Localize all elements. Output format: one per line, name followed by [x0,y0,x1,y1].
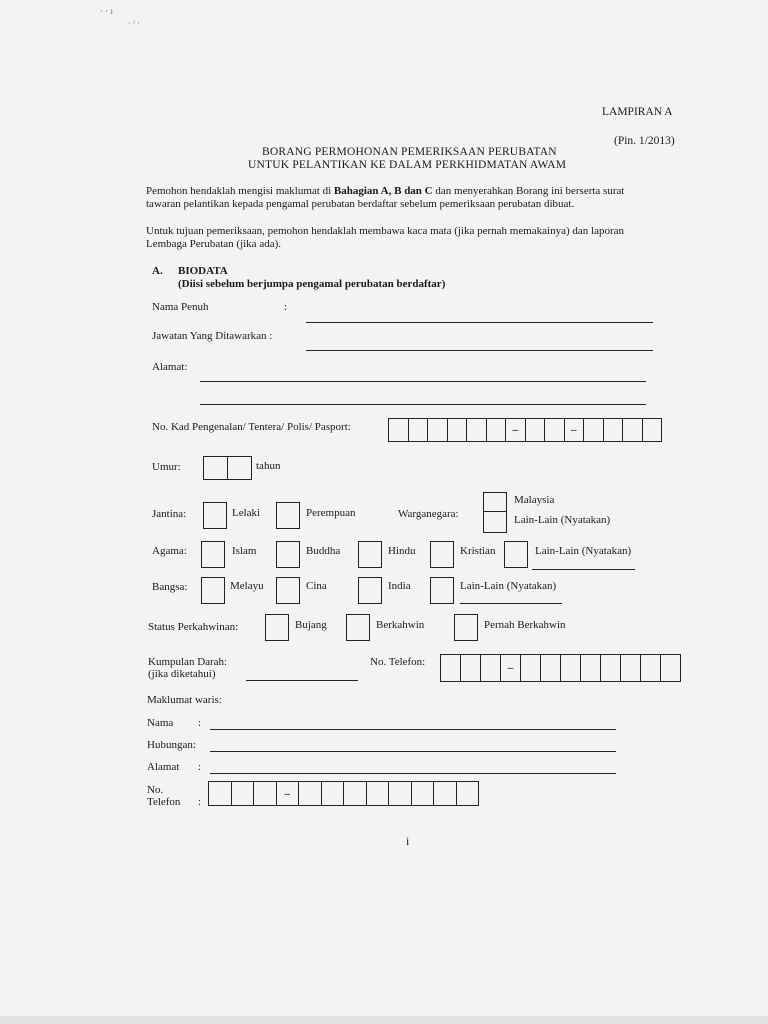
kad-pengenalan-boxes[interactable] [388,418,662,442]
scan-speck-marks-2: · ˡ · [128,18,140,28]
telefon-digit-box[interactable] [521,654,541,682]
india-checkbox[interactable] [358,577,382,604]
malaysia-checkbox[interactable] [483,492,507,512]
telefon-digit-box[interactable] [541,654,561,682]
jawatan-label: Jawatan Yang Ditawarkan : [152,330,273,342]
ic-separator-dash: – [506,418,526,442]
tahun-label: tahun [256,460,281,472]
scan-bottom-edge [0,1016,768,1024]
telefon-digit-box[interactable] [621,654,641,682]
lain-lain-agama-checkbox[interactable] [504,541,528,568]
nama-penuh-colon: : [284,301,288,313]
berkahwin-checkbox[interactable] [346,614,370,641]
islam-checkbox[interactable] [201,541,225,568]
form-title-line2: UNTUK PELANTIKAN KE DALAM PERKHIDMATAN AWAM [248,159,567,171]
bujang-checkbox[interactable] [265,614,289,641]
waris-nama-input-line[interactable] [210,729,616,730]
umur-digit-box[interactable] [204,456,228,480]
jantina-label: Jantina: [152,508,187,520]
bujang-label: Bujang [295,619,327,631]
ic-separator-dash: – [565,418,585,442]
nama-penuh-label: Nama Penuh [152,301,209,313]
umur-digit-box[interactable] [228,456,252,480]
jawatan-input-line[interactable] [306,350,653,351]
ic-digit-box[interactable] [487,418,507,442]
ic-digit-box[interactable] [428,418,448,442]
waris-no-label: No. [147,784,164,796]
lain-lain-agama-input-line[interactable] [532,569,635,570]
malaysia-label: Malaysia [514,494,555,506]
pin-reference: (Pin. 1/2013) [614,135,675,147]
ic-digit-box[interactable] [526,418,546,442]
waris-telefon-digit-box[interactable] [254,781,277,806]
ic-digit-box[interactable] [643,418,663,442]
alamat-input-line-1[interactable] [200,381,646,382]
kristian-label: Kristian [460,545,496,557]
status-perkahwinan-label: Status Perkahwinan: [148,621,239,633]
section-a-subtitle: (Diisi sebelum berjumpa pengamal perubatan berdaftar) [178,278,446,290]
telefon-digit-box[interactable] [661,654,681,682]
waris-telefon-digit-box[interactable] [457,781,480,806]
buddha-checkbox[interactable] [276,541,300,568]
ic-digit-box[interactable] [448,418,468,442]
scan-speck-marks: · · ı [100,6,113,16]
waris-telefon-digit-box[interactable] [232,781,255,806]
kristian-checkbox[interactable] [430,541,454,568]
waris-alamat-colon: : [198,761,202,773]
perempuan-checkbox[interactable] [276,502,300,529]
lampiran-label: LAMPIRAN A [602,106,673,118]
waris-telefon-digit-box[interactable] [299,781,322,806]
waris-telefon-digit-box[interactable] [389,781,412,806]
no-telefon-boxes[interactable] [440,654,681,682]
telefon-digit-box[interactable] [481,654,501,682]
page-number: i [406,834,410,848]
lain-lain-bangsa-input-line[interactable] [460,603,562,604]
telefon-digit-box[interactable] [601,654,621,682]
waris-telefon-separator-dash: – [277,781,300,806]
waris-hubungan-label: Hubungan: [147,739,196,751]
cina-checkbox[interactable] [276,577,300,604]
pernah-berkahwin-checkbox[interactable] [454,614,478,641]
alamat-input-line-2[interactable] [200,404,646,405]
telefon-digit-box[interactable] [561,654,581,682]
section-a-title: BIODATA [178,265,228,277]
lain-lain-bangsa-checkbox[interactable] [430,577,454,604]
waris-telefon-digit-box[interactable] [209,781,232,806]
lain-lain-agama-label: Lain-Lain (Nyatakan) [535,545,632,557]
waris-telefon-boxes[interactable] [208,781,479,806]
intro-paragraph-1-line-1 [146,185,624,197]
intro-paragraph-1-line-2: tawaran pelantikan kepada pengamal perubatan berdaftar sebelum pemeriksaan perubatan dibuat. [146,198,575,210]
ic-digit-box[interactable] [623,418,643,442]
lelaki-checkbox[interactable] [203,502,227,529]
intro-text-bold: Bahagian A, B dan C [333,185,433,197]
jika-diketahui-label: (jika diketahui) [148,668,216,680]
lelaki-label: Lelaki [232,507,261,519]
waris-alamat-input-line[interactable] [210,773,616,774]
alamat-label: Alamat: [152,361,188,373]
ic-digit-box[interactable] [467,418,487,442]
telefon-digit-box[interactable] [441,654,461,682]
kumpulan-darah-input-line[interactable] [246,680,358,681]
umur-label: Umur: [152,461,181,473]
buddha-label: Buddha [306,545,341,557]
ic-digit-box[interactable] [409,418,429,442]
waris-telefon-colon: : [198,796,202,808]
telefon-digit-box[interactable] [641,654,661,682]
bangsa-label: Bangsa: [152,581,188,593]
form-title-line1: BORANG PERMOHONAN PEMERIKSAAN PERUBATAN [262,146,557,158]
ic-digit-box[interactable] [545,418,565,442]
intro-text-c: dan menyerahkan Borang ini berserta surat [432,185,625,197]
lain-lain-warganegara-label: Lain-Lain (Nyatakan) [514,514,611,526]
waris-telefon-digit-box[interactable] [322,781,345,806]
waris-telefon-digit-box[interactable] [434,781,457,806]
islam-label: Islam [232,545,257,557]
telefon-digit-box[interactable] [581,654,601,682]
no-telefon-label: No. Telefon: [370,656,426,668]
warganegara-label: Warganegara: [398,508,459,520]
waris-hubungan-input-line[interactable] [210,751,616,752]
lain-lain-bangsa-label: Lain-Lain (Nyatakan) [460,580,557,592]
waris-telefon-label: Telefon [147,796,181,808]
agama-label: Agama: [152,545,187,557]
telefon-digit-box[interactable] [461,654,481,682]
section-a-letter: A. [152,265,163,277]
waris-alamat-label: Alamat [147,761,180,773]
intro-paragraph-2-line-2: Lembaga Perubatan (jika ada). [146,238,281,250]
kad-pengenalan-label: No. Kad Pengenalan/ Tentera/ Polis/ Pasport: [152,421,351,433]
intro-paragraph-2-line-1: Untuk tujuan pemeriksaan, pemohon hendaklah membawa kaca mata (jika pernah memakainya) dan laporan [146,225,625,237]
cina-label: Cina [306,580,327,592]
waris-telefon-digit-box[interactable] [412,781,435,806]
lain-lain-warganegara-checkbox[interactable] [483,511,507,533]
berkahwin-label: Berkahwin [376,619,425,631]
ic-digit-box[interactable] [389,418,409,442]
india-label: India [388,580,411,592]
hindu-label: Hindu [388,545,416,557]
waris-telefon-digit-box[interactable] [344,781,367,806]
umur-boxes[interactable] [203,456,252,480]
pernah-berkahwin-label: Pernah Berkahwin [484,619,566,631]
waris-nama-label: Nama [147,717,174,729]
telefon-separator-dash: – [501,654,521,682]
kumpulan-darah-label: Kumpulan Darah: [148,656,228,668]
perempuan-label: Perempuan [306,507,356,519]
melayu-checkbox[interactable] [201,577,225,604]
intro-text-a: Pemohon hendaklah mengisi maklumat di [146,185,334,197]
hindu-checkbox[interactable] [358,541,382,568]
nama-penuh-input-line[interactable] [306,322,653,323]
maklumat-waris-label: Maklumat waris: [147,694,222,706]
melayu-label: Melayu [230,580,264,592]
waris-telefon-digit-box[interactable] [367,781,390,806]
ic-digit-box[interactable] [584,418,604,442]
waris-nama-colon: : [198,717,202,729]
ic-digit-box[interactable] [604,418,624,442]
